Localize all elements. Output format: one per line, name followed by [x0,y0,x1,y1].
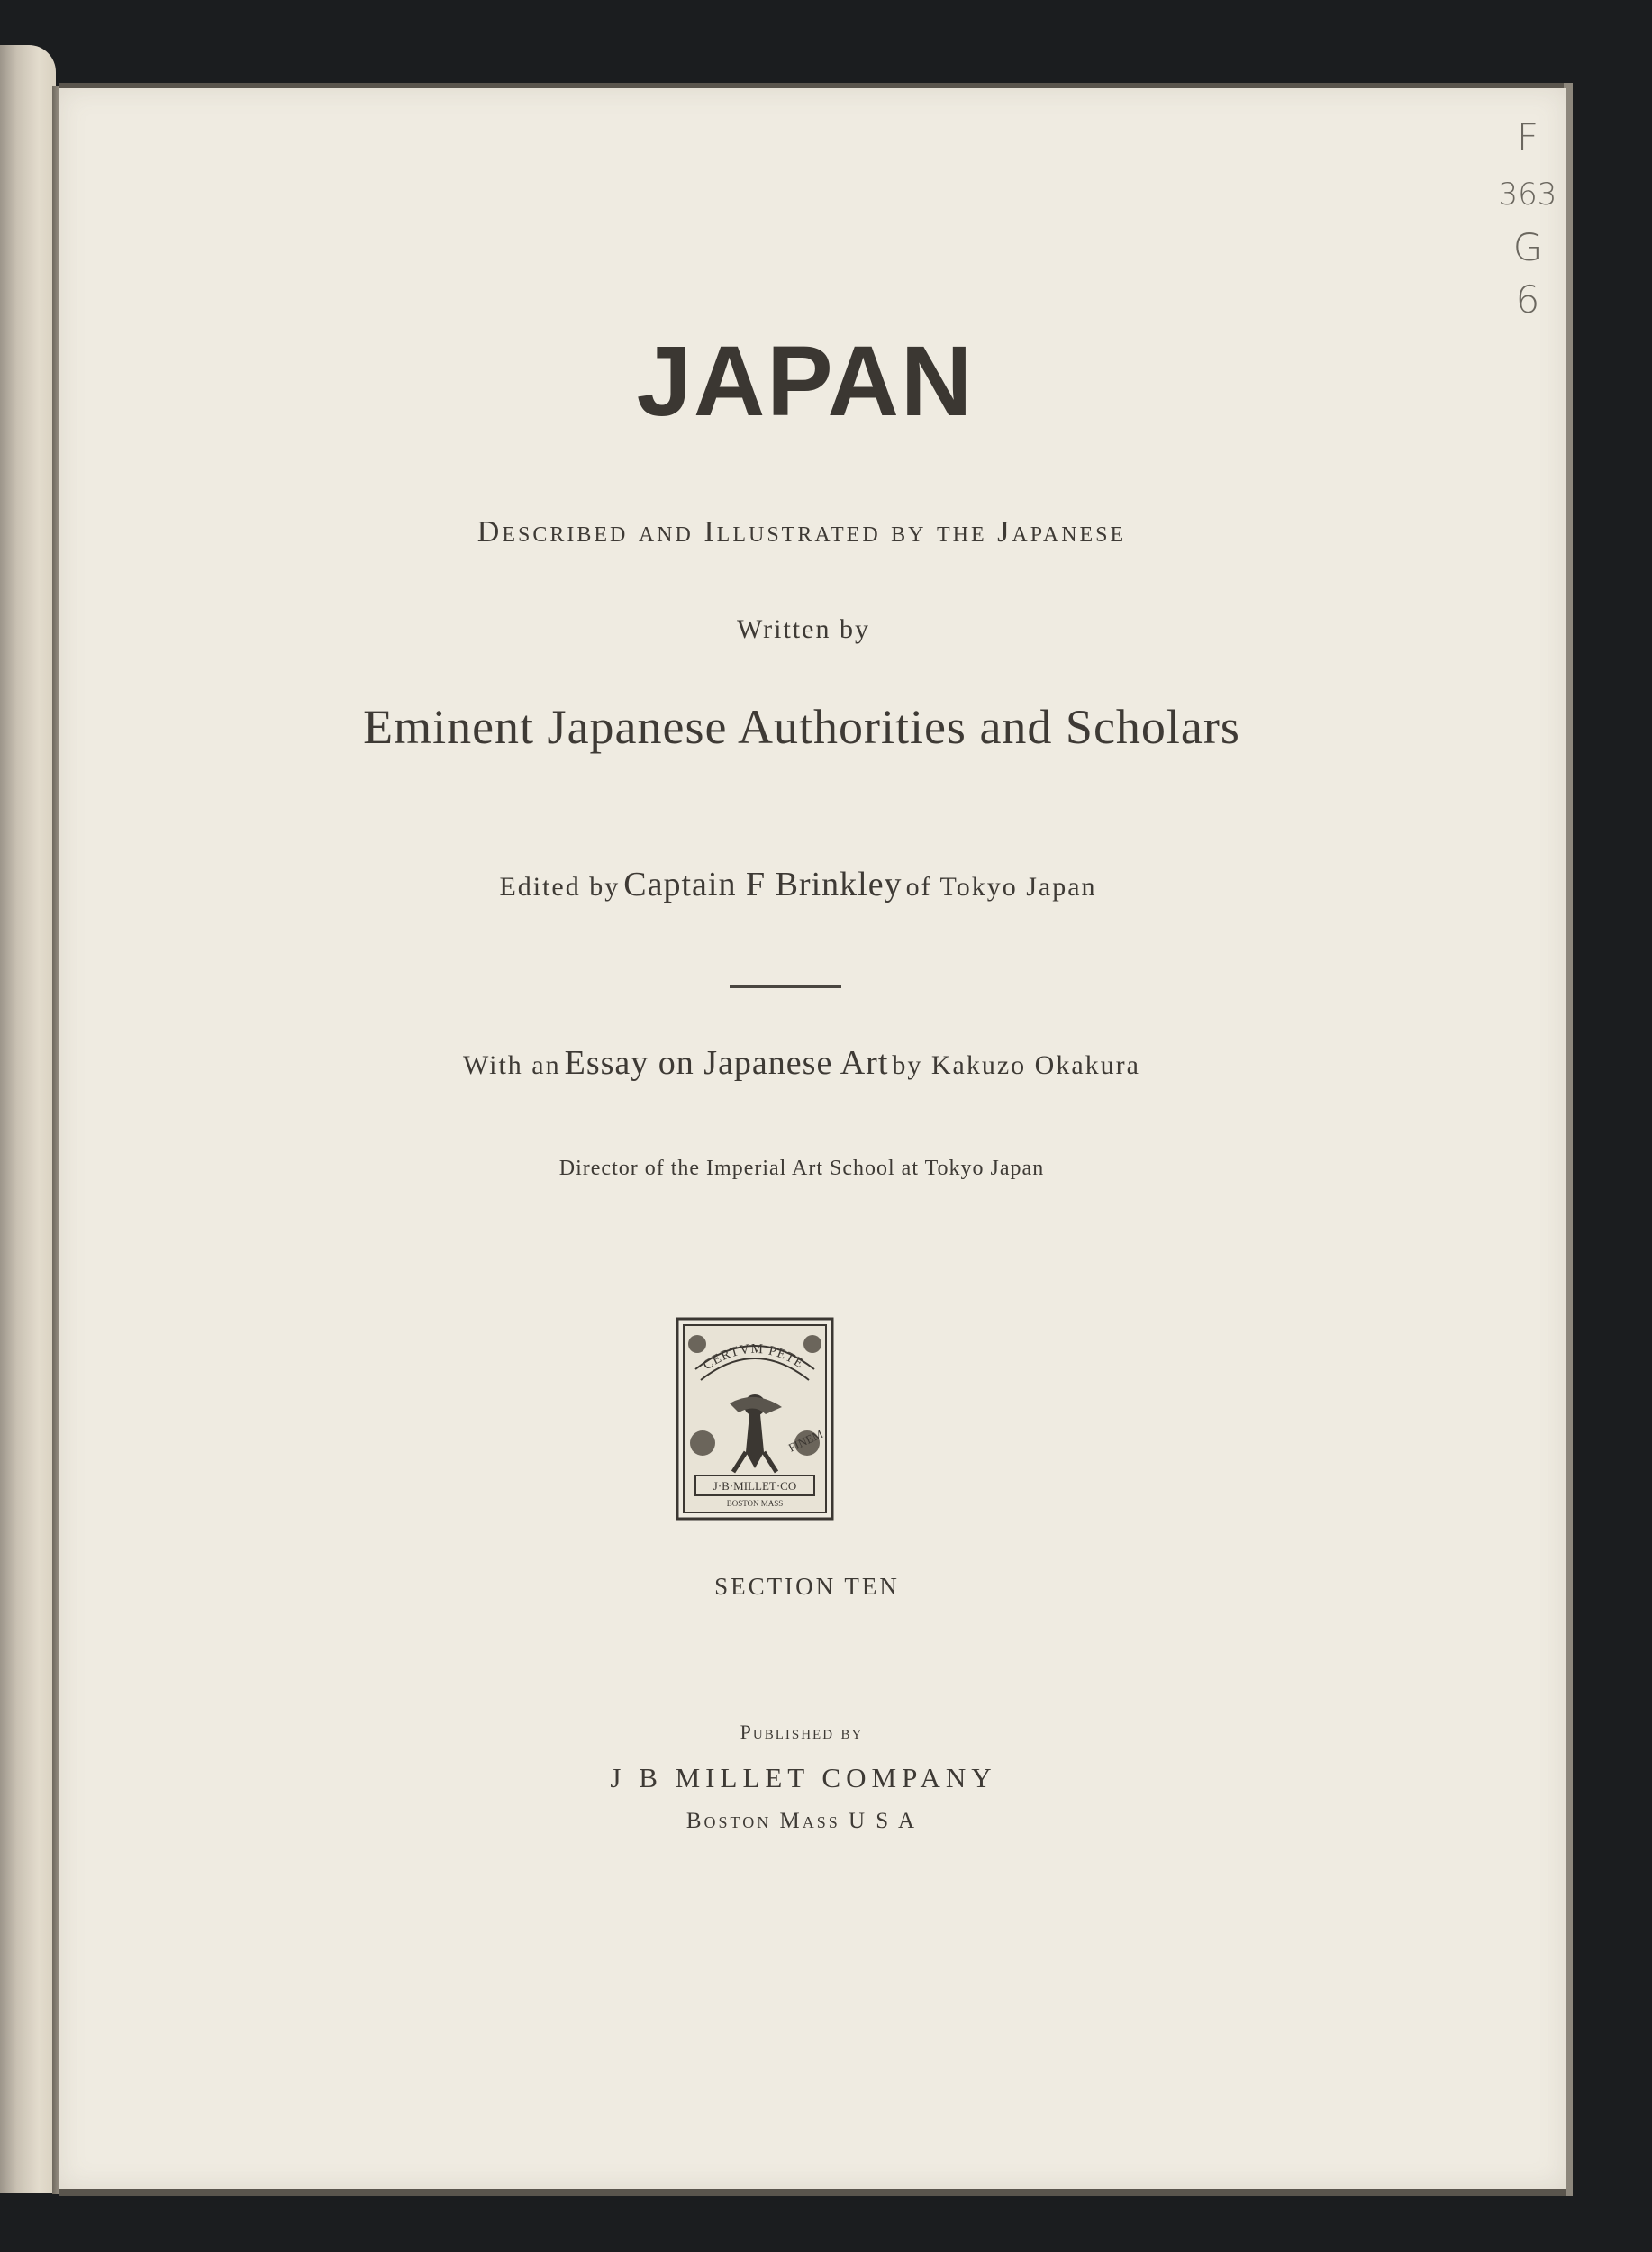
emblem-motto-side: FINEM [785,1427,825,1455]
publisher-place: Boston Mass U S A [685,1809,918,1833]
emblem-motto-top: CERTVM PETE [700,1341,807,1374]
divider-rule [730,985,841,988]
emblem-publisher-mark: J·B·MILLET·CO [713,1479,797,1493]
publisher-emblem [676,1317,834,1521]
subtitle: Described and Illustrated by the Japanese [477,515,1127,549]
shelfmark-line-4: 6 [1515,277,1540,322]
editor-name: Captain F Brinkley [623,866,903,904]
director-line: Director of the Imperial Art School at Tokyo Japan [558,1157,1045,1180]
shelfmark-line-1: F [1516,115,1539,159]
title-page-content [59,88,1566,2189]
essay-topic: Essay on Japanese Art [564,1044,889,1082]
essay-prefix: With an [463,1050,561,1080]
publisher-name: J B MILLET COMPANY [610,1762,997,1793]
authors-line: Eminent Japanese Authorities and Scholars [363,700,1240,754]
facing-page-edge [0,45,56,2193]
editor-prefix: Edited by [499,872,621,902]
essay-line [49,1043,1555,1083]
title-page [59,88,1566,2189]
book-title: JAPAN [636,326,975,437]
essay-suffix: by Kakuzo Okakura [892,1050,1140,1080]
emblem-place-mark: BOSTON MASS [726,1499,784,1508]
published-by: Published by [740,1721,864,1743]
written-by: Written by [737,614,870,644]
shelfmark-line-3: G [1512,225,1543,269]
shelfmark-line-2: 363 [1498,177,1557,213]
editor-line [45,865,1551,904]
editor-suffix: of Tokyo Japan [905,872,1097,902]
section-label: SECTION TEN [714,1573,900,1600]
